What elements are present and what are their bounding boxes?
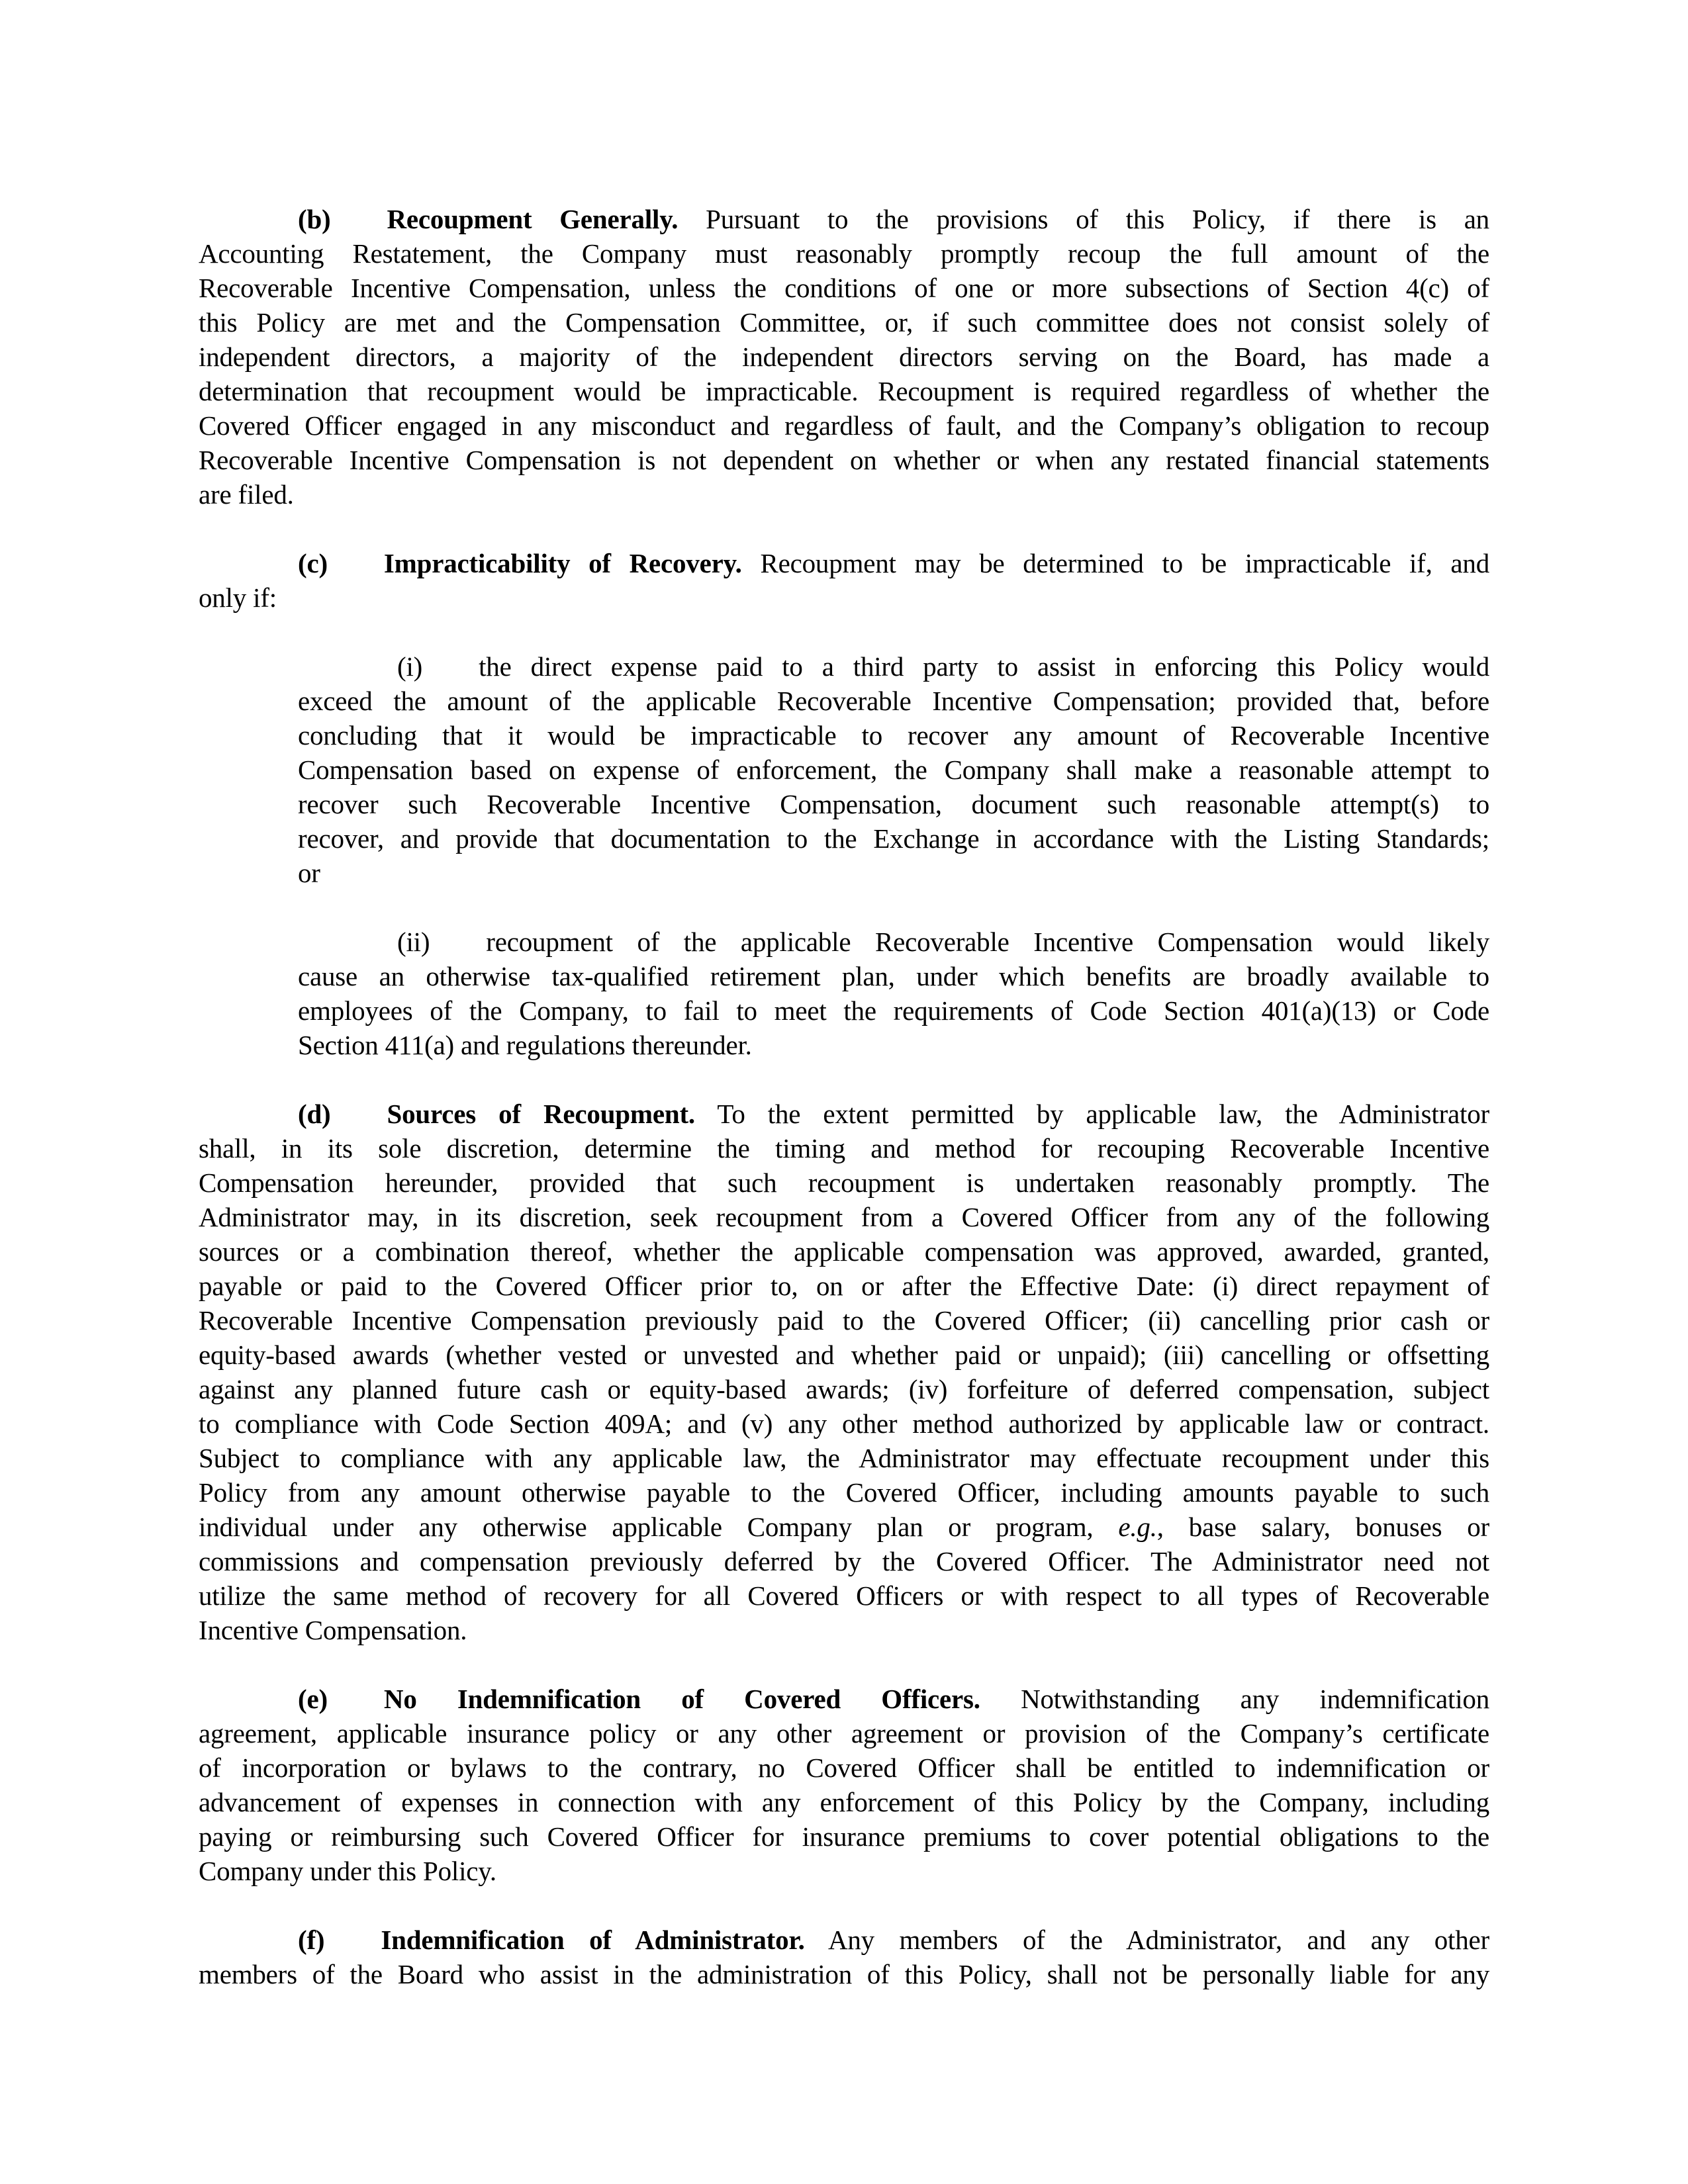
text-line <box>199 1303 1489 1338</box>
section-heading-text: (c) <box>298 548 328 578</box>
text-line <box>199 1475 1489 1510</box>
text-line <box>199 1957 1489 1991</box>
body-text: Notwithstanding any indemnification <box>980 1684 1490 1714</box>
body-text: Any members of the Administrator, and any other <box>804 1925 1489 1955</box>
paragraph-d <box>199 1097 1489 1647</box>
body-text: recover such Recoverable Incentive Compensation, document such reasonable attempt(s) to <box>298 789 1489 819</box>
text-line <box>298 787 1489 821</box>
section-heading-text: (d) <box>298 1099 331 1129</box>
body-text: agreement, applicable insurance policy or any other agreement or provision of the Company’s certificate <box>199 1718 1489 1749</box>
body-text: , base salary, bonuses or <box>1156 1512 1489 1542</box>
text-line <box>298 649 1489 684</box>
text-line <box>199 580 1489 615</box>
paragraph-f <box>199 1923 1489 1991</box>
text-line <box>199 1269 1489 1303</box>
body-text: shall, in its sole discretion, determine the timing and method for recouping Recoverable Incentive <box>199 1133 1489 1163</box>
text-line <box>199 1338 1489 1372</box>
text-line <box>199 1234 1489 1269</box>
body-text: Recoverable Incentive Compensation, unless the conditions of one or more subsections of Section 4(c) of <box>199 273 1489 303</box>
body-text: Compensation hereunder, provided that such recoupment is undertaken reasonably promptly. The <box>199 1167 1489 1198</box>
body-text: Company under this Policy. <box>199 1856 496 1886</box>
text-line <box>199 1406 1489 1441</box>
body-text: Covered Officer engaged in any misconduct and regardless of fault, and the Company’s obligation to recoup <box>199 410 1489 441</box>
section-heading-text: Indemnification of Administrator. <box>381 1925 805 1955</box>
body-text: the direct expense paid to a third party to assist in enforcing this Policy would <box>479 651 1489 682</box>
body-text: sources or a combination thereof, whether the applicable compensation was approved, awarded, granted, <box>199 1236 1489 1267</box>
body-text: independent directors, a majority of the independent directors serving on the Board, has made a <box>199 341 1489 372</box>
body-text: employees of the Company, to fail to meet the requirements of Code Section 401(a)(13) or Code <box>298 995 1489 1026</box>
text-line <box>298 856 1489 890</box>
text-line <box>199 1510 1489 1544</box>
body-text: equity-based awards (whether vested or unvested and whether paid or unpaid); (iii) cancelling or offsetting <box>199 1340 1489 1370</box>
body-text: Recoupment may be determined to be impracticable if, and <box>741 548 1489 578</box>
body-text: Subject to compliance with any applicable law, the Administrator may effectuate recoupment under this <box>199 1443 1489 1473</box>
section-heading-text: (e) <box>298 1684 328 1714</box>
body-text: recover, and provide that documentation to the Exchange in accordance with the Listing Standards; <box>298 823 1489 854</box>
text-line <box>199 1751 1489 1785</box>
paragraph-c-ii <box>298 925 1489 1062</box>
text-line <box>199 1682 1489 1716</box>
body-text: e.g. <box>1118 1512 1157 1542</box>
section-heading-text: Recoupment Generally. <box>387 204 679 234</box>
text-line <box>298 993 1489 1028</box>
text-line <box>199 1613 1489 1647</box>
text-line <box>199 202 1489 236</box>
body-text: utilize the same method of recovery for all Covered Officers or with respect to all types of Recoverable <box>199 1580 1489 1611</box>
body-text: Pursuant to the provisions of this Policy, if there is an <box>678 204 1489 234</box>
text-line <box>199 1819 1489 1854</box>
text-line <box>199 408 1489 443</box>
body-text: Compensation based on expense of enforcement, the Company shall make a reasonable attempt to <box>298 754 1489 785</box>
body-text: to compliance with Code Section 409A; and (v) any other method authorized by applicable law or contract. <box>199 1408 1489 1439</box>
body-text: paying or reimbursing such Covered Officer for insurance premiums to cover potential obligations to the <box>199 1821 1489 1852</box>
text-line <box>199 1716 1489 1751</box>
body-text: this Policy are met and the Compensation Committee, or, if such committee does not consist solely of <box>199 307 1489 338</box>
paragraph-b <box>199 202 1489 512</box>
text-line <box>298 718 1489 752</box>
text-line <box>199 236 1489 271</box>
text-line <box>199 1165 1489 1200</box>
policy-text-body <box>199 202 1489 1991</box>
text-line <box>199 1097 1489 1131</box>
text-line <box>298 1028 1489 1062</box>
text-line <box>199 443 1489 477</box>
body-text: against any planned future cash or equity-based awards; (iv) forfeiture of deferred compensation, subject <box>199 1374 1489 1404</box>
body-text: are filed. <box>199 479 294 510</box>
body-text: or <box>298 858 320 888</box>
body-text: Accounting Restatement, the Company must reasonably promptly recoup the full amount of the <box>199 238 1489 269</box>
section-heading-text: Impracticability of Recovery. <box>383 548 742 578</box>
body-text: members of the Board who assist in the administration of this Policy, shall not be personally liable for any <box>199 1959 1489 1989</box>
text-line <box>199 340 1489 374</box>
body-text: Recoverable Incentive Compensation previously paid to the Covered Officer; (ii) cancelling prior cash or <box>199 1305 1489 1336</box>
body-text: Section 411(a) and regulations thereunder. <box>298 1030 752 1060</box>
section-heading-text: No Indemnification of Covered Officers. <box>383 1684 980 1714</box>
text-line <box>199 477 1489 512</box>
text-line <box>199 1200 1489 1234</box>
text-line <box>199 546 1489 580</box>
body-text: determination that recoupment would be impracticable. Recoupment is required regardless of whether the <box>199 376 1489 406</box>
body-text: concluding that it would be impracticable to recover any amount of Recoverable Incentive <box>298 720 1489 751</box>
body-text: Administrator may, in its discretion, seek recoupment from a Covered Officer from any of the following <box>199 1202 1489 1232</box>
body-text: recoupment of the applicable Recoverable Incentive Compensation would likely <box>486 927 1489 957</box>
text-line <box>298 925 1489 959</box>
body-text: advancement of expenses in connection with any enforcement of this Policy by the Company, including <box>199 1787 1489 1817</box>
body-text: commissions and compensation previously deferred by the Covered Officer. The Administrator need not <box>199 1546 1489 1576</box>
body-text: Policy from any amount otherwise payable to the Covered Officer, including amounts payable to such <box>199 1477 1489 1508</box>
body-text: Incentive Compensation. <box>199 1615 467 1645</box>
body-text: To the extent permitted by applicable law, the Administrator <box>694 1099 1489 1129</box>
text-line <box>298 959 1489 993</box>
text-line <box>199 1785 1489 1819</box>
text-line <box>199 271 1489 305</box>
text-line <box>199 1578 1489 1613</box>
text-line <box>199 1441 1489 1475</box>
text-line <box>298 752 1489 787</box>
body-text: (i) <box>397 651 423 682</box>
text-line <box>298 684 1489 718</box>
text-line <box>199 1544 1489 1578</box>
body-text: payable or paid to the Covered Officer prior to, on or after the Effective Date: (i) direct repayment of <box>199 1271 1489 1301</box>
paragraph-c-i <box>298 649 1489 890</box>
section-heading-text: (f) <box>298 1925 325 1955</box>
text-line <box>298 821 1489 856</box>
section-heading-text: Sources of Recoupment. <box>387 1099 695 1129</box>
section-heading-text: (b) <box>298 204 331 234</box>
text-line <box>199 305 1489 340</box>
text-line <box>199 1923 1489 1957</box>
paragraph-c <box>199 546 1489 615</box>
body-text: individual under any otherwise applicable Company plan or program, <box>199 1512 1119 1542</box>
text-line <box>199 1854 1489 1888</box>
text-line <box>199 1131 1489 1165</box>
body-text: of incorporation or bylaws to the contrary, no Covered Officer shall be entitled to indemnification or <box>199 1752 1489 1783</box>
body-text: only if: <box>199 582 277 613</box>
body-text: exceed the amount of the applicable Recoverable Incentive Compensation; provided that, before <box>298 686 1489 716</box>
text-line <box>199 1372 1489 1406</box>
paragraph-e <box>199 1682 1489 1888</box>
body-text: Recoverable Incentive Compensation is not dependent on whether or when any restated financial statements <box>199 445 1489 475</box>
body-text: cause an otherwise tax-qualified retirement plan, under which benefits are broadly available to <box>298 961 1489 991</box>
body-text: (ii) <box>397 927 430 957</box>
text-line <box>199 374 1489 408</box>
